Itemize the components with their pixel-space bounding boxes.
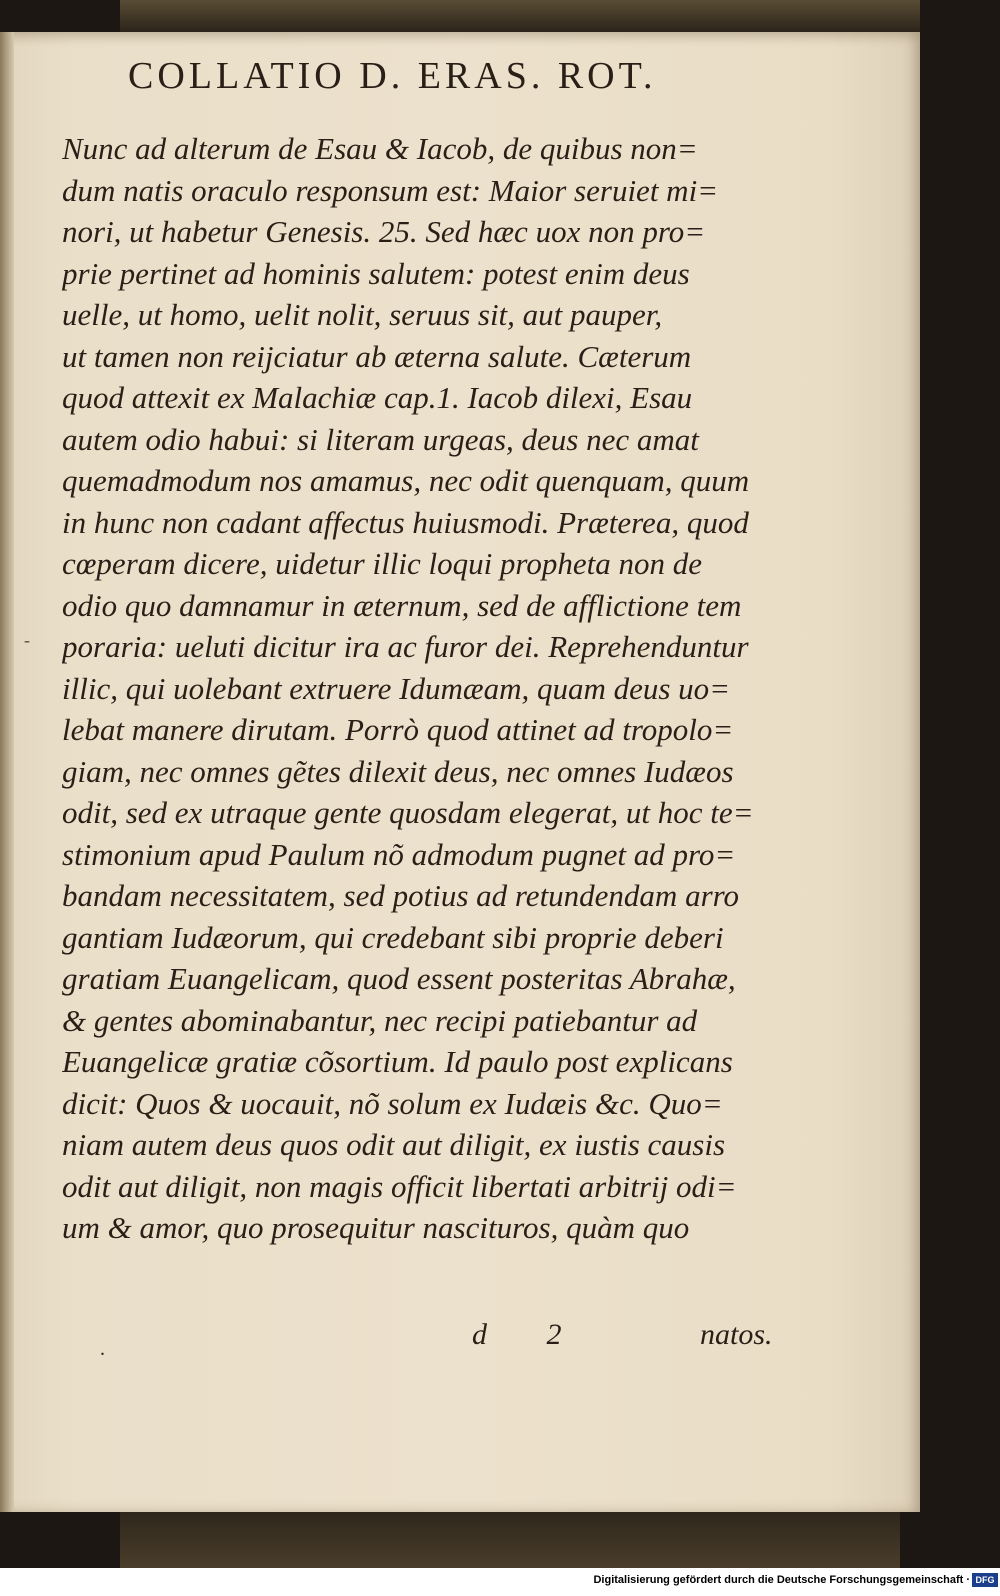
footer-mark: . [100, 1338, 105, 1360]
page-bottom-edge [120, 1505, 900, 1568]
text-line: ut tamen non reijciatur ab æterna salute. Cæterum [62, 338, 692, 374]
dfg-logo: DFG [972, 1573, 998, 1587]
text-line: gratiam Euangelicam, quod essent posteritas Abrahæ, [62, 961, 736, 996]
credit-bar [0, 1568, 1000, 1596]
text-line: dum natis oraculo responsum est: Maior seruiet mi= [62, 172, 719, 208]
funding-credit: Digitalisierung gefördert durch die Deutsche Forschungsgemeinschaft · [593, 1574, 970, 1586]
text-line: nori, ut habetur Genesis. 25. Sed hæc uox non pro= [62, 214, 706, 249]
text-line: odit, sed ex utraque gente quosdam elegerat, ut hoc te= [62, 795, 754, 830]
page-top-edge [120, 0, 920, 32]
text-line: autem odio habui: si literam urgeas, deus nec amat [62, 421, 699, 457]
page-gutter [0, 32, 14, 1512]
text-line: Nunc ad alterum de Esau & Iacob, de quibus non= [62, 131, 698, 166]
text-line: lebat manere dirutam. Porrò quod attinet ad tropolo= [62, 712, 734, 747]
text-line: cœperam dicere, uidetur illic loqui propheta non de [62, 546, 702, 581]
margin-mark: - [24, 630, 30, 650]
signature-mark: d 2 [472, 1318, 588, 1351]
text-line: illic, qui uolebant extruere Idumæam, quam deus uo= [62, 670, 731, 706]
text-line: poraria: ueluti dicitur ira ac furor dei. Reprehenduntur [62, 629, 749, 664]
text-line: dicit: Quos & uocauit, nõ solum ex Iudæis &c. Quo= [62, 1085, 723, 1121]
catchword: natos. [700, 1318, 773, 1351]
text-line: gantiam Iudæorum, qui credebant sibi proprie deberi [62, 919, 724, 955]
text-line: bandam necessitatem, sed potius ad retundendam arro [62, 878, 740, 913]
text-line: prie pertinet ad hominis salutem: potest enim deus [62, 255, 690, 291]
running-title: COLLATIO D. ERAS. ROT. [128, 55, 657, 97]
text-line: stimonium apud Paulum nõ admodum pugnet ad pro= [62, 836, 736, 872]
text-line: odio quo damnamur in æternum, sed de afflictione tem [62, 587, 742, 623]
text-line: odit aut diligit, non magis officit libertati arbitrij odi= [62, 1168, 737, 1204]
text-line: um & amor, quo prosequitur nascituros, quàm quo [62, 1210, 690, 1245]
text-line: uelle, ut homo, uelit nolit, seruus sit, aut pauper, [62, 297, 663, 332]
text-line: niam autem deus quos odit aut diligit, ex iustis causis [62, 1127, 726, 1162]
text-line: quod attexit ex Malachiæ cap.1. Iacob dilexi, Esau [62, 380, 693, 415]
text-line: Euangelicæ gratiæ cõsortium. Id paulo post explicans [62, 1044, 733, 1079]
text-line: quemadmodum nos amamus, nec odit quenquam, quum [62, 463, 750, 498]
text-line: in hunc non cadant affectus huiusmodi. Præterea, quod [62, 504, 749, 540]
text-line: & gentes abominabantur, nec recipi patiebantur ad [62, 1002, 698, 1038]
page-body-text [62, 128, 802, 1249]
text-line: giam, nec omnes gẽtes dilexit deus, nec omnes Iudæos [62, 753, 734, 789]
